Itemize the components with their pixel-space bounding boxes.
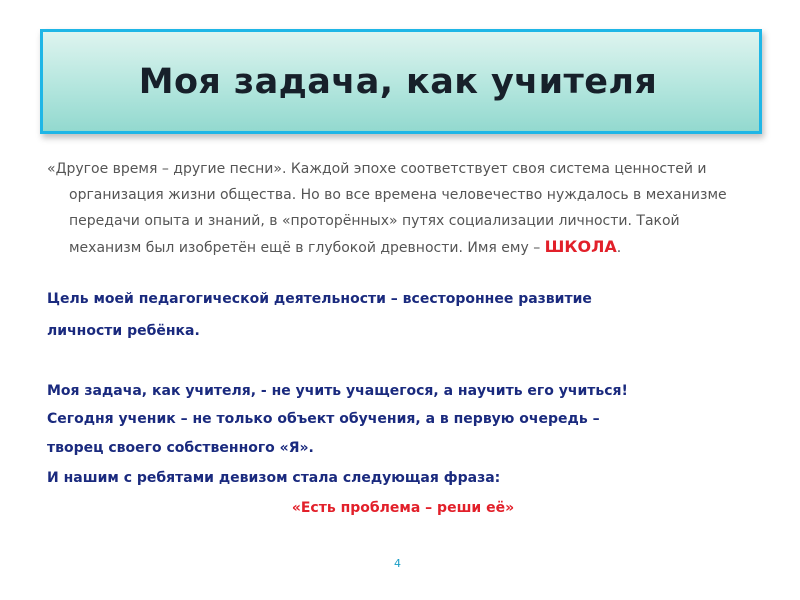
task-line: Моя задача, как учителя, - не учить учащегося, а научить его учиться! <box>47 383 628 399</box>
intro-paragraph-end: . <box>616 240 622 256</box>
motto-intro: И нашим с ребятами девизом стала следующая фраза: <box>47 470 501 486</box>
today-line-2: творец своего собственного «Я». <box>47 440 314 456</box>
motto-text: «Есть проблема – реши её» <box>291 500 515 516</box>
goal-line-2: личности ребёнка. <box>47 323 200 339</box>
highlight-word: ШКОЛА <box>544 237 617 256</box>
title-box <box>40 29 762 134</box>
intro-text: «Другое время – другие песни». Каждой эпохе соответствует своя система ценностей и организация жизни общества. Но во все времена человечество нуждалось в механизме передачи опыта и знаний, в «проторённых» путях социализации личности. Такой механизм был изобретён ещё в глубокой древности. Имя ему – <box>47 161 727 256</box>
page-number: 4 <box>394 557 401 570</box>
goal-line-1: Цель моей педагогической деятельности – всестороннее развитие <box>47 291 592 307</box>
intro-paragraph <box>47 156 734 261</box>
today-line-1: Сегодня ученик – не только объект обучения, а в первую очередь – <box>47 411 600 427</box>
slide-title: Моя задача, как учителя <box>138 61 658 102</box>
